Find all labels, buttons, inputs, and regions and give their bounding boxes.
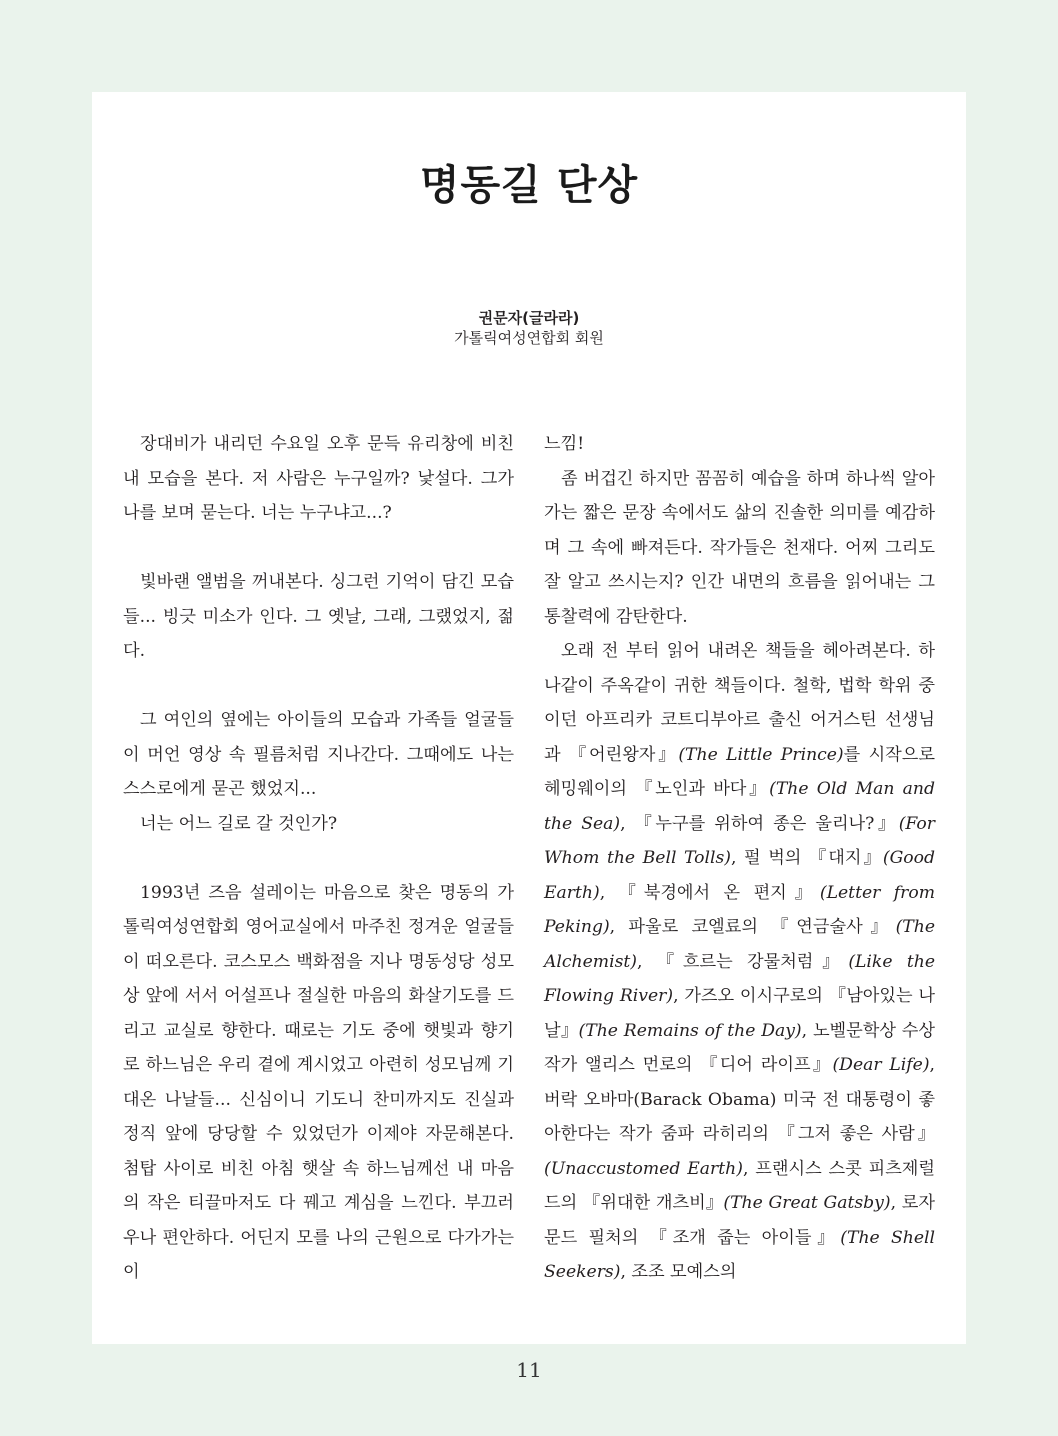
book-title-ko: 『누구를 위하여 종은 울리나?』 [634, 813, 899, 834]
paragraph-intro: 오래 전 부터 읽어 내려온 책들을 헤아려본다. 하나같이 주옥같이 귀한 책들이다. 철학, 법학 학위 중이던 아프리카 코트디부아르 출신 어거스틴 선생님과 [544, 641, 935, 765]
book-connector-text: , [599, 882, 619, 903]
book-title-en: (Letter from Peking) [544, 882, 936, 937]
book-title-ko: 『남아있는 나날』 [544, 986, 935, 1041]
book-title-en: (Dear Life) [832, 1055, 930, 1075]
book-connector-text: , 로자문드 필처의 [544, 1193, 935, 1248]
book-title-en: (For Whom the Bell Tolls) [544, 813, 935, 868]
book-title-en: (The Great Gatsby) [723, 1193, 891, 1213]
book-connector-text: 를 시작으로 헤밍웨이의 [544, 744, 935, 799]
paragraph: 장대비가 내리던 수요일 오후 문득 유리창에 비친 내 모습을 본다. 저 사람은 누구일까? 낯설다. 그가 나를 보며 묻는다. 너는 누구냐고...? [123, 434, 514, 523]
paragraph: 1993년 즈음 설레이는 마음으로 찾은 명동의 가톨릭여성연합회 영어교실에서 마주친 정겨운 얼굴들이 떠오른다. 코스모스 백화점을 지나 명동성당 성모상 앞에 서서 어설프나 절실한 마음의 화살기도를 드리고 교실로 향한다. 때로는 기도 중에 햇빛과 향기로 하느님은 우리 곁에 계시었고 아련히 성모님께 기대온 나날들... 신심이니 기도니 찬미까지도 진실과 정직 앞에 당당할 수 있었던가 이제야 자문해본다. 첨탑 사이로 비친 아침 햇살 속 하느님께선 내 마음의 작은 티끌마저도 다 꿰고 계심을 느낀다. 부끄러우나 편안하다. 어딘지 모를 나의 근원으로 다가가는 이 [123, 882, 514, 1282]
book-connector-text: , 가즈오 이시구로의 [673, 986, 829, 1006]
paragraph: 너는 어느 길로 갈 것인가? [140, 813, 338, 834]
book-title-ko: 『흐르는 강물처럼』 [656, 951, 849, 972]
book-connector-text: , [620, 813, 635, 834]
right-column [544, 427, 935, 1290]
paragraph: 좀 버겁긴 하지만 꼼꼼히 예습을 하며 하나씩 알아가는 짧은 문장 속에서도 삶의 진솔한 의미를 예감하며 그 속에 빠져든다. 작가들은 천재다. 어찌 그리도 잘 알고 쓰시는지? 인간 내면의 흐름을 읽어내는 그 통찰력에 감탄한다. [544, 468, 935, 627]
book-title-en: (The Old Man and the Sea) [544, 779, 935, 834]
book-connector-text: , 파울로 코엘료의 [609, 917, 772, 937]
book-title-en: (Like the Flowing River) [544, 951, 935, 1006]
book-connector-text: , 프랜시스 스콧 피츠제럴드의 [544, 1158, 936, 1213]
book-list-paragraph [544, 634, 935, 1290]
book-title-en: (The Shell Seekers) [544, 1227, 935, 1282]
page-number: 11 [516, 1358, 542, 1382]
paragraph: 그 여인의 옆에는 아이들의 모습과 가족들 얼굴들이 머언 영상 속 필름처럼 지나간다. 그때에도 나는 스스로에게 묻곤 했었지... [123, 710, 514, 799]
book-title-ko: 『위대한 개츠비』 [582, 1193, 724, 1213]
book-title-ko: 『대지』 [808, 848, 883, 868]
book-title-ko: 『그저 좋은 사람』 [777, 1124, 936, 1144]
book-title-ko: 『연금술사』 [771, 917, 896, 937]
book-connector-text: , 조조 모예스의 [620, 1262, 737, 1282]
author-block [92, 308, 966, 348]
page-title: 명동길 단상 [419, 161, 639, 209]
paragraph: 느낌! [544, 434, 585, 454]
left-column [123, 427, 514, 1290]
book-title-en: (The Alchemist) [544, 917, 935, 972]
book-title-en: (The Little Prince) [678, 744, 844, 765]
book-connector-text: , 노벨문학상 수상작가 앨리스 먼로의 [544, 1020, 935, 1075]
book-title-ko: 『어린왕자』 [568, 744, 679, 765]
book-connector-text: , [637, 951, 657, 972]
author-name: 권문자(글라라) [478, 309, 580, 327]
book-connector-text: , 펄 벅의 [731, 848, 809, 868]
book-title-en: (Good Earth) [544, 848, 935, 903]
page-sheet [92, 92, 966, 1344]
book-title-ko: 『조개 줍는 아이들』 [649, 1227, 841, 1248]
book-title-ko: 『디어 라이프』 [700, 1055, 833, 1075]
book-title-ko: 『노인과 바다』 [635, 779, 770, 799]
book-list [544, 745, 935, 1283]
book-title-ko: 『북경에서 온 편지』 [618, 882, 820, 903]
author-role: 가톨릭여성연합회 회원 [454, 329, 604, 347]
book-title-en: (Unaccustomed Earth) [544, 1158, 743, 1179]
book-connector-text: , 버락 오바마(Barack Obama) 미국 전 대통령이 좋아한다는 작가 줌파 라히리의 [544, 1055, 936, 1144]
paragraph: 빛바랜 앨범을 꺼내본다. 싱그런 기억이 담긴 모습들... 빙긋 미소가 인다. 그 옛날, 그래, 그랬었지, 젊다. [123, 572, 514, 661]
book-title-en: (The Remains of the Day) [578, 1020, 802, 1041]
